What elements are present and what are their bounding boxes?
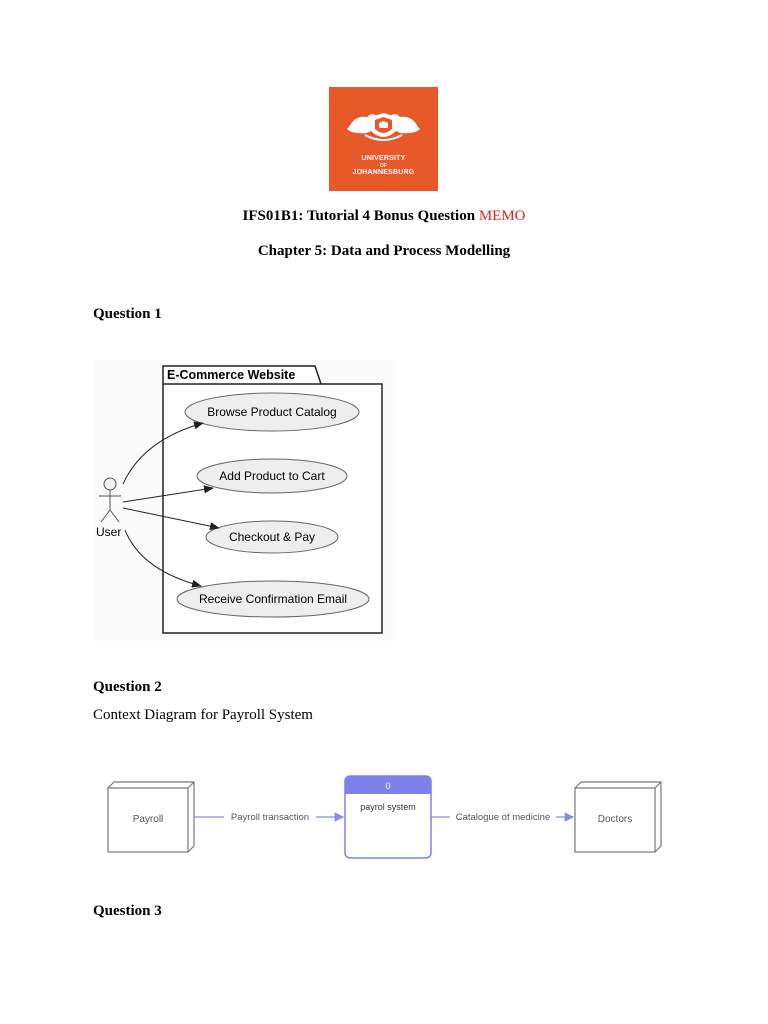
use-case-diagram — [93, 360, 393, 641]
use-case-confirmation-label: Receive Confirmation Email — [198, 592, 348, 606]
memo-label: MEMO — [478, 208, 526, 224]
question-2-heading: Question 2 — [93, 679, 162, 695]
actor-label: User — [96, 525, 122, 539]
logo-line-1: UNIVERSITY — [361, 155, 406, 162]
data-flow-in-label: Payroll transaction — [230, 812, 310, 823]
document-title — [0, 208, 768, 225]
use-case-checkout-label: Checkout & Pay — [228, 530, 316, 544]
chapter-title: Chapter 5: Data and Process Modelling — [257, 243, 511, 259]
package-label: E-Commerce Website — [167, 368, 296, 382]
use-case-browse-label: Browse Product Catalog — [207, 405, 337, 419]
external-entity-payroll-label: Payroll — [132, 814, 164, 825]
process-name: payrol system — [360, 802, 416, 812]
process-number: 0 — [385, 781, 391, 791]
data-flow-out-label: Catalogue of medicine — [455, 812, 551, 823]
logo-line-3: JOHANNESBURG — [352, 169, 415, 176]
use-case-add-to-cart-label: Add Product to Cart — [219, 469, 325, 483]
title-text: IFS01B1: Tutorial 4 Bonus Question — [242, 208, 479, 224]
question-1-heading: Question 1 — [93, 306, 162, 322]
actor-user-icon — [99, 478, 121, 522]
question-3-heading: Question 3 — [93, 903, 162, 919]
question-2-description: Context Diagram for Payroll System — [93, 707, 313, 723]
university-logo — [329, 87, 438, 191]
logo-line-2: OF — [379, 163, 388, 169]
context-diagram — [100, 770, 670, 865]
external-entity-doctors-label: Doctors — [597, 814, 633, 825]
